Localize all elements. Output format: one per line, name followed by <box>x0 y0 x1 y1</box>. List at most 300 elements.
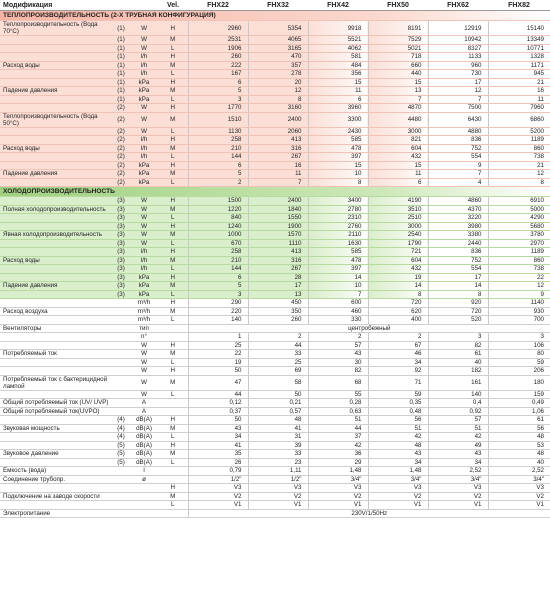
row-note: (4) <box>112 433 130 442</box>
value-cell: 34 <box>188 433 248 442</box>
row-label <box>0 290 112 299</box>
value-cell: 7 <box>428 95 488 104</box>
value-cell: V2 <box>188 492 248 501</box>
table-row <box>0 501 550 510</box>
row-note: (3) <box>112 256 130 265</box>
row-vel: M <box>158 492 188 501</box>
value-cell: 1171 <box>488 61 550 70</box>
row-unit: A <box>130 399 158 408</box>
value-cell: 581 <box>308 53 368 62</box>
value-cell: 6430 <box>428 112 488 127</box>
value-cell: 4480 <box>368 112 428 127</box>
value-cell: 19 <box>368 273 428 282</box>
value-cell: 3980 <box>428 222 488 231</box>
table-row <box>0 144 550 153</box>
value-cell: 8 <box>368 290 428 299</box>
row-vel: H <box>158 441 188 450</box>
row-vel: L <box>158 290 188 299</box>
row-label <box>0 214 112 223</box>
table-row <box>0 316 550 325</box>
value-cell: 22 <box>488 273 550 282</box>
row-label <box>0 36 112 45</box>
value-cell: 670 <box>188 239 248 248</box>
row-note: (2) <box>112 144 130 153</box>
value-cell: 0,12 <box>188 399 248 408</box>
value-cell: 44 <box>188 390 248 399</box>
value-cell: 2440 <box>428 239 488 248</box>
value-cell: 167 <box>188 70 248 79</box>
value-cell: 9 <box>428 161 488 170</box>
row-vel: M <box>158 282 188 291</box>
value-cell: 1/2" <box>248 475 308 484</box>
header-row <box>0 0 550 11</box>
value-cell: 1/2" <box>188 475 248 484</box>
row-vel <box>158 509 188 518</box>
row-label: Расход воздуха <box>0 307 112 316</box>
header-unit <box>130 0 158 11</box>
row-vel: L <box>158 501 188 510</box>
row-note: (3) <box>112 197 130 206</box>
row-vel: L <box>158 390 188 399</box>
row-label: Общий потребляемый ток(UVPO) <box>0 407 112 416</box>
value-cell: 3400 <box>308 197 368 206</box>
value-cell: 210 <box>188 256 248 265</box>
value-cell: 1550 <box>248 214 308 223</box>
value-cell: 5680 <box>488 222 550 231</box>
value-cell: 752 <box>428 144 488 153</box>
row-label <box>0 273 112 282</box>
row-vel <box>158 399 188 408</box>
table-row <box>0 53 550 62</box>
value-cell: 660 <box>368 61 428 70</box>
value-cell: 30 <box>308 358 368 367</box>
row-vel <box>158 407 188 416</box>
value-cell: 34 <box>368 458 428 467</box>
value-cell: 1140 <box>488 299 550 308</box>
value-cell: 12 <box>488 170 550 179</box>
row-note <box>112 407 130 416</box>
row-vel: L <box>158 358 188 367</box>
table-row <box>0 467 550 476</box>
value-cell: 55 <box>308 390 368 399</box>
value-cell: 16 <box>488 87 550 96</box>
row-vel: H <box>158 222 188 231</box>
table-row <box>0 290 550 299</box>
table-row <box>0 407 550 416</box>
table-row <box>0 61 550 70</box>
value-cell: 35 <box>188 450 248 459</box>
value-cell: 8 <box>428 290 488 299</box>
row-label <box>0 341 112 350</box>
value-cell: 1220 <box>188 205 248 214</box>
row-unit: l/h <box>130 61 158 70</box>
value-cell: 10 <box>308 282 368 291</box>
row-span-value: центробежный <box>188 324 550 333</box>
table-row <box>0 475 550 484</box>
row-unit: W <box>130 127 158 136</box>
row-unit: W <box>130 205 158 214</box>
value-cell: V1 <box>488 501 550 510</box>
row-vel: L <box>158 433 188 442</box>
value-cell: 397 <box>308 153 368 162</box>
value-cell: 1189 <box>488 136 550 145</box>
value-cell: 1,48 <box>368 467 428 476</box>
value-cell: 21 <box>488 161 550 170</box>
value-cell: 5021 <box>368 44 428 53</box>
row-unit: W <box>130 36 158 45</box>
value-cell: 11 <box>368 170 428 179</box>
table-row <box>0 248 550 257</box>
row-unit: W <box>130 197 158 206</box>
row-note: (3) <box>112 282 130 291</box>
row-unit: dB(A) <box>130 458 158 467</box>
row-label <box>0 44 112 53</box>
row-note: (1) <box>112 53 130 62</box>
value-cell: V2 <box>368 492 428 501</box>
table-row <box>0 299 550 308</box>
value-cell: 470 <box>248 53 308 62</box>
value-cell: 3300 <box>308 112 368 127</box>
value-cell: V1 <box>428 501 488 510</box>
table-row <box>0 324 550 333</box>
value-cell: V2 <box>488 492 550 501</box>
row-label <box>0 104 112 113</box>
row-unit: W <box>130 375 158 390</box>
table-row <box>0 256 550 265</box>
row-vel: H <box>158 367 188 376</box>
row-vel: M <box>158 231 188 240</box>
value-cell: 8 <box>248 95 308 104</box>
value-cell: 0,92 <box>428 407 488 416</box>
value-cell: V3 <box>248 484 308 493</box>
value-cell: 43 <box>188 424 248 433</box>
value-cell: 0,63 <box>308 407 368 416</box>
row-label <box>0 299 112 308</box>
row-unit: kPa <box>130 87 158 96</box>
value-cell: 3 <box>428 333 488 342</box>
value-cell: 260 <box>188 53 248 62</box>
value-cell: 51 <box>368 424 428 433</box>
value-cell: 604 <box>368 256 428 265</box>
value-cell: 10771 <box>488 44 550 53</box>
row-vel: H <box>158 299 188 308</box>
row-note <box>112 492 130 501</box>
value-cell: 604 <box>368 144 428 153</box>
row-note: (1) <box>112 95 130 104</box>
value-cell: 8 <box>488 178 550 187</box>
value-cell: 1906 <box>188 44 248 53</box>
value-cell: 840 <box>188 214 248 223</box>
value-cell: 33 <box>248 350 308 359</box>
row-unit: l/h <box>130 248 158 257</box>
row-label <box>0 316 112 325</box>
value-cell: 2,52 <box>428 467 488 476</box>
value-cell: 836 <box>428 248 488 257</box>
value-cell: 4370 <box>428 205 488 214</box>
row-vel: L <box>158 265 188 274</box>
value-cell: 1130 <box>188 127 248 136</box>
value-cell: 945 <box>488 70 550 79</box>
value-cell: 4880 <box>428 127 488 136</box>
value-cell: 4290 <box>488 214 550 223</box>
value-cell: 3 <box>188 95 248 104</box>
value-cell: 12 <box>428 87 488 96</box>
value-cell: 69 <box>248 367 308 376</box>
row-vel: L <box>158 44 188 53</box>
value-cell: 3/4" <box>488 475 550 484</box>
value-cell: 3510 <box>368 205 428 214</box>
row-label: Полная холодопроизводительность <box>0 205 112 214</box>
value-cell: 28 <box>248 273 308 282</box>
row-unit <box>130 501 158 510</box>
row-label: Падение давления <box>0 170 112 179</box>
value-cell: 12 <box>488 282 550 291</box>
value-cell: 13 <box>368 87 428 96</box>
value-cell: 267 <box>248 265 308 274</box>
value-cell: 1,11 <box>248 467 308 476</box>
value-cell: 260 <box>248 316 308 325</box>
table-row <box>0 458 550 467</box>
row-vel: H <box>158 21 188 36</box>
row-note: (1) <box>112 87 130 96</box>
value-cell: 12919 <box>428 21 488 36</box>
row-note: (5) <box>112 450 130 459</box>
row-vel: L <box>158 458 188 467</box>
row-vel: M <box>158 424 188 433</box>
value-cell: 1328 <box>488 53 550 62</box>
row-unit: W <box>130 341 158 350</box>
value-cell: 47 <box>188 375 248 390</box>
value-cell: 31 <box>248 433 308 442</box>
row-unit: W <box>130 390 158 399</box>
table-row <box>0 333 550 342</box>
value-cell: V3 <box>308 484 368 493</box>
row-note <box>112 350 130 359</box>
row-label: Потребляемый ток <box>0 350 112 359</box>
value-cell: 620 <box>368 307 428 316</box>
value-cell: 450 <box>248 299 308 308</box>
value-cell: 140 <box>188 316 248 325</box>
value-cell: 1 <box>188 333 248 342</box>
value-cell: 585 <box>308 248 368 257</box>
value-cell: 140 <box>428 390 488 399</box>
value-cell: 600 <box>308 299 368 308</box>
value-cell: 432 <box>368 153 428 162</box>
value-cell: 29 <box>308 458 368 467</box>
value-cell: 290 <box>188 299 248 308</box>
value-cell: 3/4" <box>428 475 488 484</box>
row-vel <box>158 475 188 484</box>
row-vel: L <box>158 127 188 136</box>
row-label: Расход воды <box>0 61 112 70</box>
row-note <box>112 316 130 325</box>
table-row <box>0 70 550 79</box>
table-row <box>0 21 550 36</box>
value-cell: 44 <box>248 341 308 350</box>
row-note: (1) <box>112 70 130 79</box>
value-cell: 17 <box>428 273 488 282</box>
row-note: (3) <box>112 273 130 282</box>
value-cell: V1 <box>368 501 428 510</box>
value-cell: 484 <box>308 61 368 70</box>
row-note: (2) <box>112 178 130 187</box>
table-row <box>0 390 550 399</box>
row-vel: H <box>158 161 188 170</box>
value-cell: 53 <box>488 441 550 450</box>
value-cell: 2510 <box>368 214 428 223</box>
value-cell: 82 <box>428 341 488 350</box>
value-cell: 1500 <box>188 197 248 206</box>
row-vel: M <box>158 61 188 70</box>
value-cell: 50 <box>188 416 248 425</box>
row-label <box>0 390 112 399</box>
value-cell: 2310 <box>308 214 368 223</box>
value-cell: 0,37 <box>188 407 248 416</box>
value-cell: 821 <box>368 136 428 145</box>
row-note <box>112 501 130 510</box>
row-vel: M <box>158 350 188 359</box>
row-note <box>112 341 130 350</box>
value-cell: 43 <box>428 450 488 459</box>
value-cell: V1 <box>188 501 248 510</box>
value-cell: V3 <box>428 484 488 493</box>
row-note: (3) <box>112 248 130 257</box>
value-cell: 0,57 <box>248 407 308 416</box>
value-cell: 413 <box>248 136 308 145</box>
row-unit <box>130 509 158 518</box>
row-note <box>112 399 130 408</box>
row-unit: W <box>130 214 158 223</box>
row-label <box>0 153 112 162</box>
value-cell: 718 <box>368 53 428 62</box>
value-cell: 13349 <box>488 36 550 45</box>
value-cell: V3 <box>368 484 428 493</box>
row-unit: l/h <box>130 153 158 162</box>
value-cell: 180 <box>488 375 550 390</box>
value-cell: 7960 <box>488 104 550 113</box>
value-cell: 3000 <box>368 222 428 231</box>
row-vel: L <box>158 95 188 104</box>
value-cell: V2 <box>248 492 308 501</box>
row-vel: L <box>158 70 188 79</box>
row-label: Емкость (вода) <box>0 467 112 476</box>
table-row <box>0 127 550 136</box>
value-cell: 21 <box>488 78 550 87</box>
row-note: (3) <box>112 222 130 231</box>
row-unit: l/h <box>130 70 158 79</box>
row-unit: l/h <box>130 136 158 145</box>
value-cell: 738 <box>488 265 550 274</box>
row-unit: dB(A) <box>130 416 158 425</box>
value-cell: 2970 <box>488 239 550 248</box>
table-row <box>0 307 550 316</box>
row-label <box>0 433 112 442</box>
value-cell: 2 <box>248 333 308 342</box>
row-unit: W <box>130 367 158 376</box>
value-cell: 1133 <box>428 53 488 62</box>
value-cell: 3160 <box>248 104 308 113</box>
value-cell: 8327 <box>428 44 488 53</box>
row-note: (2) <box>112 153 130 162</box>
value-cell: 258 <box>188 248 248 257</box>
value-cell: 14 <box>368 282 428 291</box>
value-cell: 17 <box>428 78 488 87</box>
value-cell: 3/4" <box>308 475 368 484</box>
value-cell: 278 <box>248 70 308 79</box>
value-cell: 4860 <box>428 197 488 206</box>
table-row <box>0 136 550 145</box>
table-row <box>0 95 550 104</box>
row-vel: H <box>158 197 188 206</box>
value-cell: 51 <box>428 424 488 433</box>
table-row <box>0 484 550 493</box>
value-cell: 20 <box>248 78 308 87</box>
row-unit: W <box>130 44 158 53</box>
row-label <box>0 78 112 87</box>
row-label: Звуковое давление <box>0 450 112 459</box>
table-row <box>0 170 550 179</box>
row-unit: kPa <box>130 282 158 291</box>
header-note <box>112 0 130 11</box>
row-label <box>0 70 112 79</box>
value-cell: 42 <box>308 441 368 450</box>
value-cell: 15 <box>308 161 368 170</box>
row-unit: W <box>130 350 158 359</box>
row-note <box>112 324 130 333</box>
row-note: (4) <box>112 416 130 425</box>
row-unit: kPa <box>130 78 158 87</box>
value-cell: 836 <box>428 136 488 145</box>
value-cell: 3220 <box>428 214 488 223</box>
row-vel: H <box>158 104 188 113</box>
value-cell: 44 <box>308 424 368 433</box>
table-row <box>0 358 550 367</box>
value-cell: 554 <box>428 153 488 162</box>
value-cell: 50 <box>248 390 308 399</box>
value-cell: 25 <box>248 358 308 367</box>
table-row <box>0 273 550 282</box>
table-row <box>0 222 550 231</box>
row-unit: W <box>130 104 158 113</box>
row-label: Соединение трубопр. <box>0 475 112 484</box>
row-label <box>0 458 112 467</box>
row-note: (3) <box>112 265 130 274</box>
row-label <box>0 265 112 274</box>
row-note <box>112 375 130 390</box>
value-cell: 182 <box>428 367 488 376</box>
table-row <box>0 433 550 442</box>
value-cell: 5 <box>188 170 248 179</box>
row-label: Падение давления <box>0 282 112 291</box>
value-cell: 0,28 <box>308 399 368 408</box>
row-unit: n° <box>130 333 158 342</box>
row-unit: l/h <box>130 53 158 62</box>
row-label: Расход воды <box>0 144 112 153</box>
value-cell: 5521 <box>308 36 368 45</box>
row-span-value: 230V/1/50Hz <box>188 509 550 518</box>
section-cooling <box>0 187 550 197</box>
value-cell: 478 <box>308 256 368 265</box>
value-cell: 3 <box>188 290 248 299</box>
value-cell: 41 <box>188 441 248 450</box>
row-vel: M <box>158 307 188 316</box>
value-cell: 520 <box>428 316 488 325</box>
table-row <box>0 265 550 274</box>
value-cell: 37 <box>308 433 368 442</box>
row-vel: L <box>158 316 188 325</box>
value-cell: 14 <box>428 282 488 291</box>
row-unit: dB(A) <box>130 441 158 450</box>
